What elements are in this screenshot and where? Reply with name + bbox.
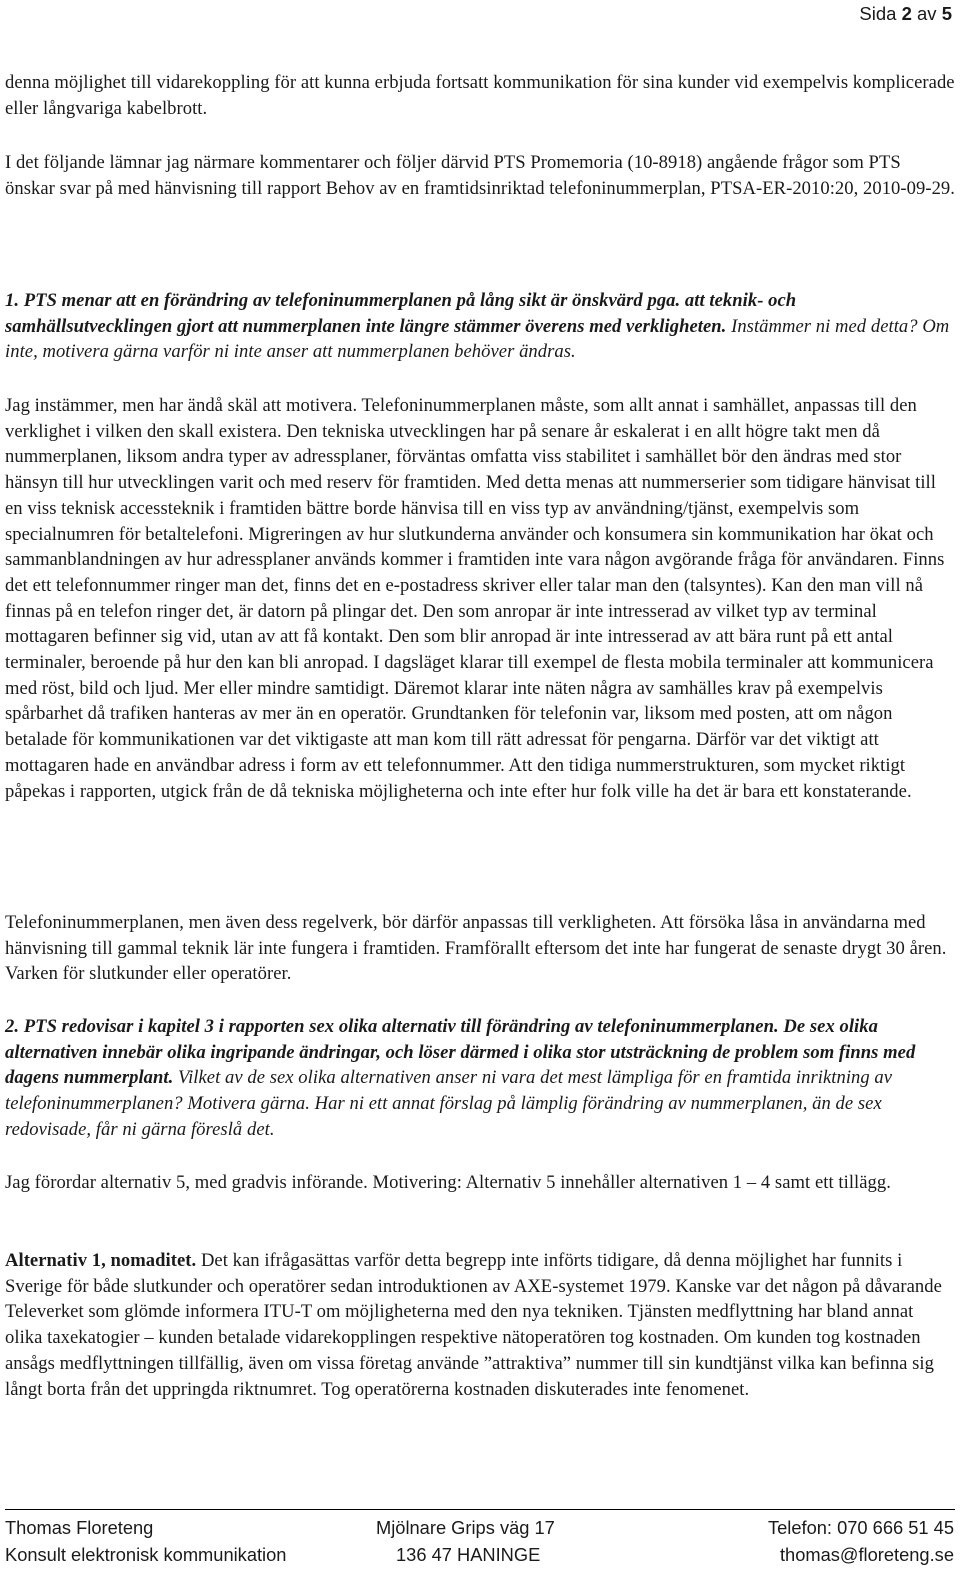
answer-1-continued: Telefoninummerplanen, men även dess regelverk, bör därför anpassas till verkligheten. Att försöka låsa in användarna med hänvisning till gammal teknik lär inte fungera i framtiden. Framförallt eftersom det inte har fungerat de senaste drygt 30 åren. Varken för slutkunder eller operatörer.: [5, 912, 947, 985]
question-2-bold-text: PTS redovisar i kapitel 3 i rapporten sex olika alternativ till förändring av telefoninummerplanen. De sex olika alternativen innebär olika ingripande ändringar, och löser därmed i olika stor utsträckning de problem som finns med dagens nummerplant.: [5, 1016, 916, 1089]
footer-title: Konsult elektronisk kommunikation: [5, 1544, 287, 1565]
current-page-number: 2: [901, 3, 912, 24]
paragraph-continuation: denna möjlighet till vidarekoppling för att kunna erbjuda fortsatt kommunikation för sina kunder vid exempelvis komplicerade eller långvariga kabelbrott.: [5, 72, 955, 119]
footer-email: thomas@floreteng.se: [779, 1544, 954, 1565]
question-1: [5, 288, 955, 365]
footer-street: Mjölnare Grips väg 17: [376, 1517, 555, 1538]
paragraph-intro: [5, 150, 955, 201]
page-label: Sida: [859, 3, 897, 24]
question-1-bold-text: PTS menar att en förändring av telefoninummerplanen på lång sikt är önskvärd pga. att teknik- och samhällsutvecklingen gjort att nummerplanen inte längre stämmer överens med verkligheten.: [5, 290, 797, 337]
question-2-italic-text: Vilket av de sex olika alternativen anser ni vara det mest lämpliga för en framtida inriktning av telefoninummerplanen? Motivera gärna. Har ni ett annat förslag på lämplig förändring av nummerplanen, än de sex redovisade, får ni gärna föreslå det.: [5, 1067, 893, 1140]
question-2: [5, 1014, 955, 1143]
alternative-1-section: [5, 1248, 955, 1402]
footer-postal: 136 47 HANINGE: [396, 1544, 541, 1565]
answer-1: Jag instämmer, men har ändå skäl att motivera. Telefoninummerplanen måste, som allt annat i samhället, anpassas till den verklighet i vilken den skall existera. Den tekniska utvecklingen har på senare år eskalerat i en allt högre takt men då nummerplanen, liksom andra typer av adressplaner, förväntas omfatta viss stabilitet i samhället bör den ändras med stor hänsyn till hur utvecklingen varit och med reserv för framtiden. Med detta menas att nummerserier som tidigare hänvisat till en viss teknisk accessteknik i framtiden bättre borde hänvisa till en viss typ av användning/tjänst, exempelvis som specialnumren för betaltelefoni. Migreringen av hur slutkunderna använder och konsumera sin kommunikation har ökat och sammanblandningen av hur adressplaner används kommer i framtiden inte vara någon avgörande fråga för användaren. Finns det ett telefonnummer ringer man det, finns det en e-postadress skriver eller talar man den (talsyntes). Kan den man vill nå finnas på en telefon ringer det, är datorn på plingar det. Den som anropar är inte intresserad av vilket typ av terminal mottagaren befinner sig vid, utan av att få kontakt. Den som blir anropad är inte intresserad av att bära runt på ett antal terminaler, beroende på hur den kan bli anropad. I dagsläget klarar till exempel de flesta mobila terminaler att kommunicera med röst, bild och ljud. Mer eller mindre samtidigt. Däremot klarar inte näten några av samhälles krav på exempelvis spårbarhet då trafiken hanteras av mer än en operatör. Grundtanken för telefonin var, liksom med posten, att om någon betalade för kommunikationen var det viktigaste att man kom till rätt adressat för pengarna. Därför var det viktigt att mottagaren hade en användbar adress i form av ett telefonnummer. Att den tidiga nummerstrukturen, som mycket riktigt påpekas i rapporten, utgick från de då tekniska möjligheterna och inte efter hur folk ville ha det är bara ett konstaterande.: [5, 395, 945, 802]
alternative-1-text: Det kan ifrågasättas varför detta begrepp inte införts tidigare, då denna möjlighet har funnits i Sverige för både slutkunder och operatörer sedan introduktionen av AXE-systemet 1979. Kanske var det någon på dåvarande Televerket som glömde informera ITU-T om möjligheterna med den nya tekniken. Tjänsten medflyttning har bland annat olika taxekatogier – kunden betalade vidarekopplingen respektive nätoperatören tog kostnaden. Om kunden tog kostnaden ansågs medflyttningen tillfällig, även om vissa företag använde ”attraktiva” nummer till sin kundtjänst vilka kan befinna sig långt borta från det uppringda riktnumret. Tog operatörerna kostnaden diskuterades inte fenomenet.: [5, 1250, 942, 1400]
page-of-label: av: [917, 3, 937, 24]
page-number-header: [859, 3, 952, 25]
question-1-italic-text: Instämmer ni med detta? Om inte, motivera gärna varför ni inte anser att nummerplanen behöver ändras.: [5, 315, 950, 363]
question-1-number: 1.: [5, 290, 20, 311]
question-2-number: 2.: [5, 1016, 20, 1037]
intro-text: I det följande lämnar jag närmare kommentarer och följer därvid PTS Promemoria (10-8918) angående frågor som PTS önskar svar på med hänvisning till rapport Behov av en framtidsinriktad telefoninummerplan, PTSA-ER-2010:20, 2010-09-29.: [5, 152, 955, 199]
answer-2: Jag förordar alternativ 5, med gradvis införande. Motivering: Alternativ 5 innehåller alternativen 1 – 4 samt ett tillägg.: [5, 1172, 891, 1193]
total-pages-number: 5: [941, 3, 952, 24]
footer-name: Thomas Floreteng: [5, 1517, 154, 1538]
footer-divider: [5, 1509, 955, 1510]
footer-phone: Telefon: 070 666 51 45: [767, 1517, 954, 1538]
alternative-1-heading: Alternativ 1, nomaditet.: [5, 1250, 197, 1271]
